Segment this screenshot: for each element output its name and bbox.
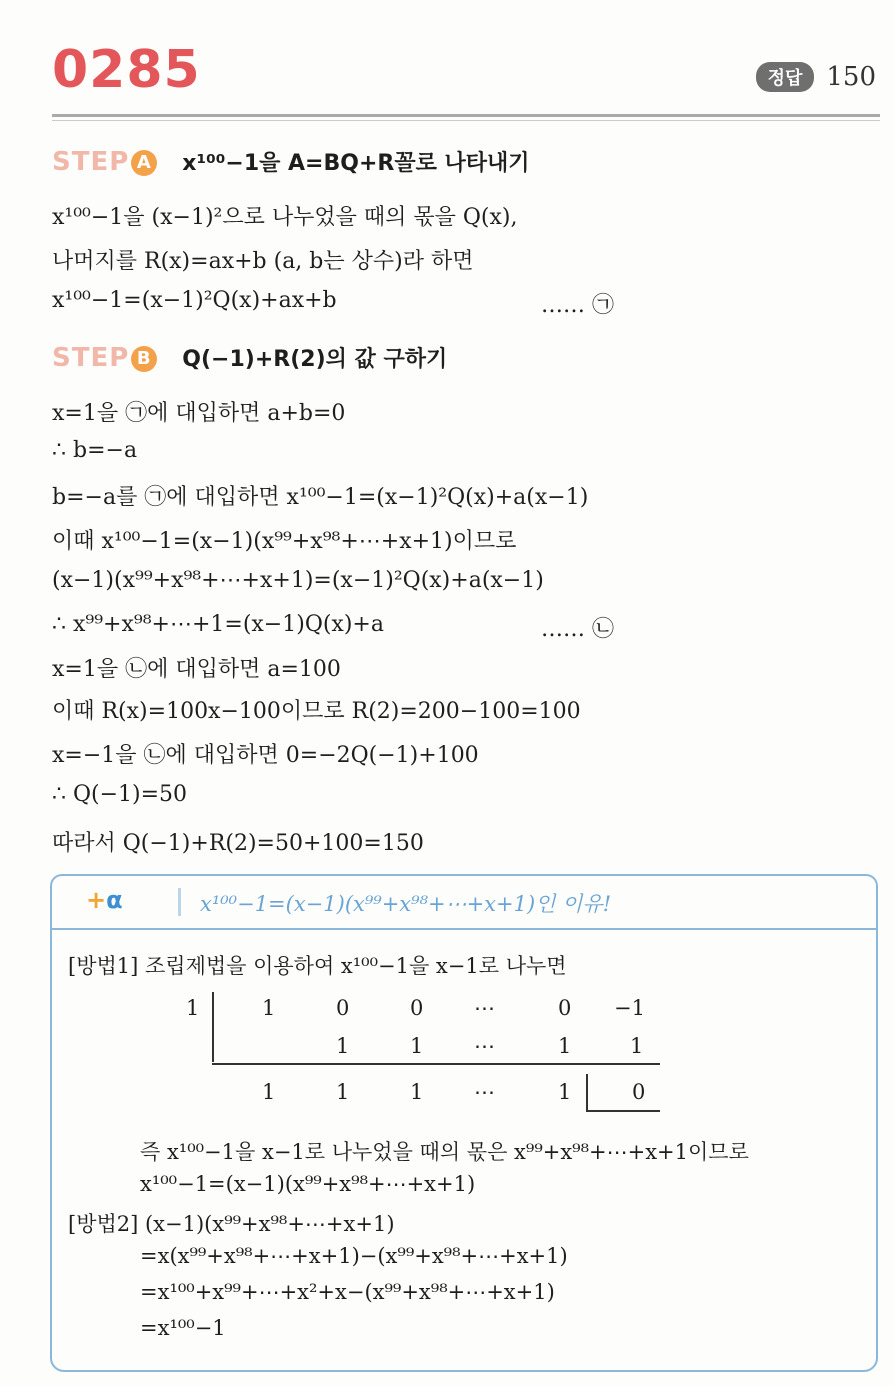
step-b-line-8: 이때 R(x)=100x−100이므로 R(2)=200−100=100 (52, 699, 581, 724)
tab-separator (178, 888, 181, 916)
sd-r3-c3: 1 (410, 1080, 424, 1104)
sd-remainder-line (586, 1074, 588, 1110)
answer-area (756, 62, 876, 92)
sd-r2-c6: 1 (630, 1034, 644, 1058)
sd-r3-c1: 1 (262, 1080, 276, 1104)
header-divider-thin (52, 120, 880, 121)
sd-r3-c2: 1 (336, 1080, 350, 1104)
sd-vertical-line (212, 992, 214, 1062)
step-b-line-9: x=−1을 ㉡에 대입하면 0=−2Q(−1)+100 (52, 743, 479, 768)
sd-r1-c1: 1 (262, 996, 276, 1020)
method-2-heading: [방법2] (x−1)(x⁹⁹+x⁹⁸+⋯+x+1) (68, 1212, 395, 1236)
plus-alpha-icon: +α (86, 886, 123, 914)
method-2-line-1: =x(x⁹⁹+x⁹⁸+⋯+x+1)−(x⁹⁹+x⁹⁸+⋯+x+1) (140, 1244, 568, 1268)
step-a-line-1: x¹⁰⁰−1을 (x−1)²으로 나누었을 때의 몫을 Q(x), (52, 205, 518, 230)
step-b-line-4: 이때 x¹⁰⁰−1=(x−1)(x⁹⁹+x⁹⁸+⋯+x+1)이므로 (52, 529, 517, 554)
step-b-line-6: ∴ x⁹⁹+x⁹⁸+⋯+1=(x−1)Q(x)+a (52, 612, 384, 637)
sd-r2-c2: 1 (336, 1034, 350, 1058)
step-b-line-2: ∴ b=−a (52, 438, 138, 463)
equation-mark-2: …… ㉡ (541, 617, 614, 642)
sd-r2-c5: 1 (558, 1034, 572, 1058)
step-a-tag: STEP A (52, 147, 157, 177)
step-a-letter: A (131, 150, 157, 176)
problem-number: 0285 (52, 40, 201, 100)
step-b-tag: STEP B (52, 343, 157, 373)
method-2-line-2: =x¹⁰⁰+x⁹⁹+⋯+x²+x−(x⁹⁹+x⁹⁸+⋯+x+1) (140, 1280, 555, 1304)
header-divider (52, 114, 880, 117)
sd-horizontal-line (212, 1063, 660, 1065)
step-b-heading (52, 342, 447, 373)
step-b-line-1: x=1을 ㉠에 대입하면 a+b=0 (52, 401, 346, 426)
step-a-line-3: x¹⁰⁰−1=(x−1)²Q(x)+ax+b (52, 288, 337, 313)
step-b-line-3: b=−a를 ㉠에 대입하면 x¹⁰⁰−1=(x−1)²Q(x)+a(x−1) (52, 485, 589, 510)
step-b-line-11: 따라서 Q(−1)+R(2)=50+100=150 (52, 831, 424, 856)
sd-remainder-base (586, 1110, 660, 1112)
step-b-title: Q(−1)+R(2)의 값 구하기 (182, 347, 448, 372)
step-b-letter: B (131, 346, 157, 372)
plus-alpha-title: x¹⁰⁰−1=(x−1)(x⁹⁹+x⁹⁸+⋯+x+1)인 이유! (200, 892, 612, 916)
sd-divisor: 1 (186, 996, 200, 1020)
step-a-heading (52, 146, 530, 177)
method-2-line-3: =x¹⁰⁰−1 (140, 1316, 226, 1340)
step-b-line-10: ∴ Q(−1)=50 (52, 782, 188, 807)
plus-alpha-tab (50, 874, 878, 934)
sd-r2-c3: 1 (410, 1034, 424, 1058)
method-1-line-1: 즉 x¹⁰⁰−1을 x−1로 나누었을 때의 몫은 x⁹⁹+x⁹⁸+⋯+x+1이므로 (140, 1140, 749, 1164)
method-1-line-2: x¹⁰⁰−1=(x−1)(x⁹⁹+x⁹⁸+⋯+x+1) (140, 1172, 476, 1196)
step-b-line-5: (x−1)(x⁹⁹+x⁹⁸+⋯+x+1)=(x−1)²Q(x)+a(x−1) (52, 568, 544, 593)
sd-r1-c4: ⋯ (474, 996, 495, 1020)
sd-r3-c4: ⋯ (474, 1080, 495, 1104)
sd-r3-c5: 1 (558, 1080, 572, 1104)
sd-r1-c6: −1 (614, 996, 645, 1020)
equation-mark-1: …… ㉠ (541, 293, 614, 318)
step-b-line-7: x=1을 ㉡에 대입하면 a=100 (52, 657, 341, 682)
method-1-heading: [방법1] 조립제법을 이용하여 x¹⁰⁰−1을 x−1로 나누면 (68, 954, 567, 978)
step-a-title: x¹⁰⁰−1을 A=BQ+R꼴로 나타내기 (182, 151, 530, 176)
sd-r3-c6: 0 (632, 1080, 646, 1104)
sd-r1-c2: 0 (336, 996, 350, 1020)
answer-badge: 정답 (756, 62, 815, 92)
sd-r1-c3: 0 (410, 996, 424, 1020)
sd-r2-c4: ⋯ (474, 1034, 495, 1058)
sd-r1-c5: 0 (558, 996, 572, 1020)
answer-value: 150 (826, 62, 876, 92)
step-a-line-2: 나머지를 R(x)=ax+b (a, b는 상수)라 하면 (52, 249, 474, 274)
